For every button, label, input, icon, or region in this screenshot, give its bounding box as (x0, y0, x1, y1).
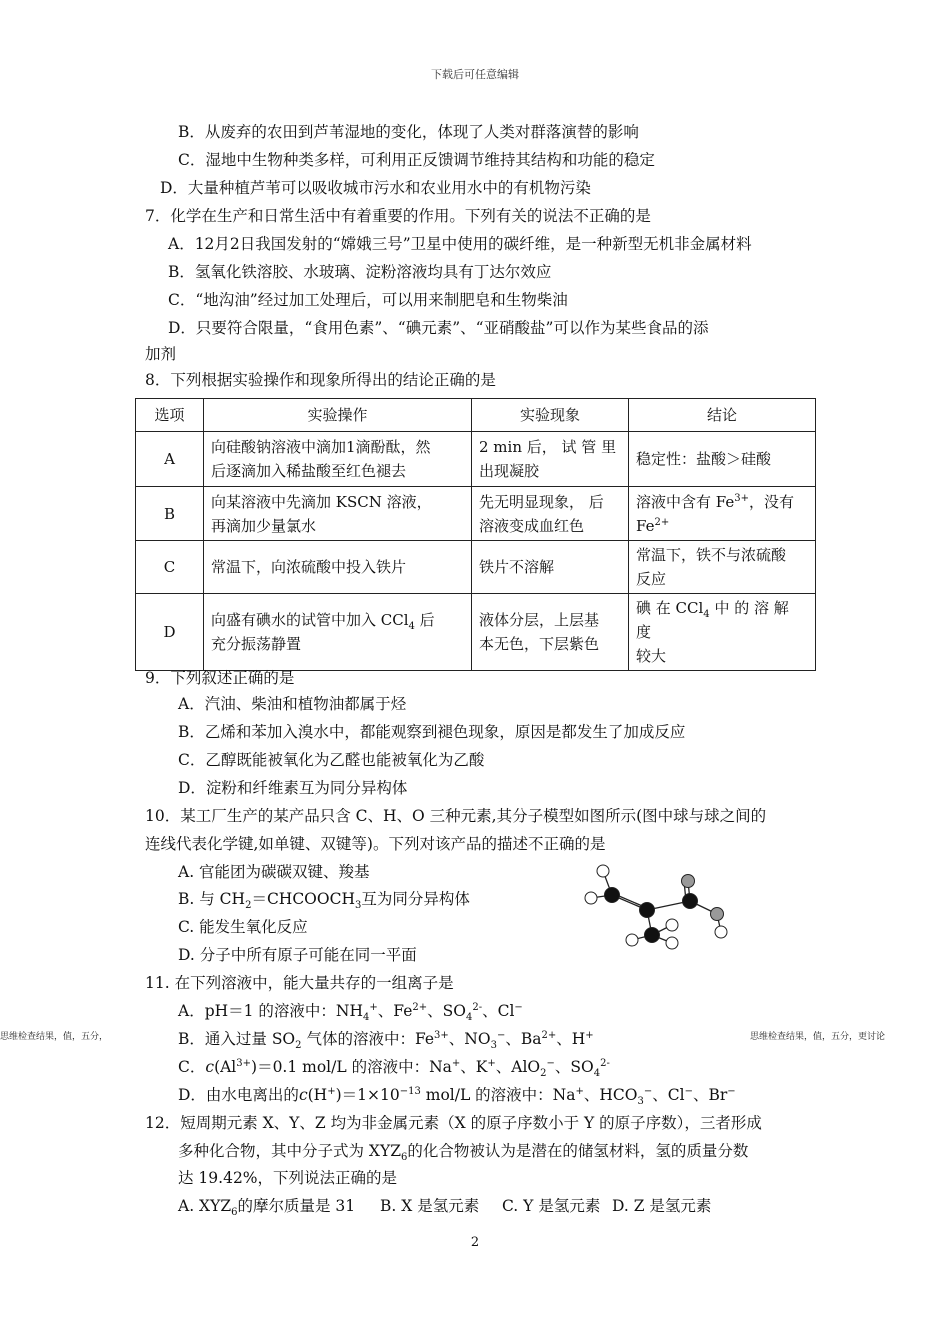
op-line2: 后逐滴加入稀盐酸至红色褪去 (211, 462, 407, 480)
sup: + (585, 1029, 594, 1041)
sub: 3 (354, 900, 362, 912)
header-option: 选项 (136, 399, 204, 432)
page-header: 下载后可任意编辑 (431, 68, 519, 81)
q6-option-b: B．从废弃的农田到芦苇湿地的变化，体现了人类对群落演替的影响 (178, 123, 639, 141)
conclusion-cell: 稳定性：盐酸＞硅酸 (629, 432, 816, 487)
sup: −13 (399, 1085, 421, 1097)
row-label: B (136, 487, 204, 541)
con-sup2: 2+ (654, 516, 670, 528)
t: 、SO (554, 1058, 594, 1076)
t: mol/L 的溶液中：Na (420, 1086, 576, 1104)
sup: − (643, 1085, 653, 1097)
row-label: D (136, 594, 204, 671)
q12-option-d: D. Z 是氢元素 (612, 1197, 712, 1215)
ph-line1: 液体分层，上层基 (479, 611, 600, 629)
sup: 3+ (434, 1029, 449, 1041)
molecule-model-icon (588, 862, 738, 952)
t: B．通入过量 SO (178, 1030, 296, 1048)
phenomenon-cell (472, 432, 629, 487)
q11-option-a (178, 1001, 523, 1024)
ph-line2: 本无色，下层紫色 (479, 635, 600, 653)
table-row (136, 432, 816, 487)
t: 的摩尔质量是 31 (237, 1197, 356, 1215)
operation-cell (204, 487, 472, 541)
sup: + (327, 1085, 336, 1097)
t: 多种化合物，其中分子式为 XYZ (178, 1142, 401, 1160)
conclusion-cell (629, 541, 816, 594)
sup: − (727, 1085, 736, 1097)
op-text: 向盛有碘水的试管中加入 CCl (211, 611, 409, 629)
q10-option-a: A. 官能团为碳碳双键、羧基 (178, 863, 370, 881)
t: A．pH＝1 的溶液中：NH (178, 1002, 364, 1020)
t: 、H (556, 1030, 586, 1048)
sup: + (369, 1001, 378, 1013)
header-operation: 实验操作 (204, 399, 472, 432)
italic-c: c (205, 1058, 215, 1076)
sup: 2- (600, 1057, 610, 1069)
t: 、Cl (482, 1002, 515, 1020)
q10-option-c: C. 能发生氧化反应 (178, 918, 308, 936)
q6-option-d: D．大量种植芦苇可以吸收城市污水和农业用水中的有机物污染 (160, 179, 591, 197)
t: 气体的溶液中：Fe (301, 1030, 435, 1048)
q7-stem: 7．化学在生产和日常生活中有着重要的作用。下列有关的说法不正确的是 (145, 207, 651, 225)
q7-option-c: C．“地沟油”经过加工处理后，可以用来制肥皂和生物柴油 (168, 291, 568, 309)
q10-stem-line1: 10．某工厂生产的某产品只含 C、H、O 三种元素,其分子模型如图所示(图中球与球之间的 (145, 807, 767, 825)
q9-option-c: C．乙醇既能被氧化为乙醛也能被氧化为乙酸 (178, 751, 485, 769)
q12-option-b: B. X 是氢元素 (380, 1197, 480, 1215)
t: (H (307, 1086, 328, 1104)
operation-cell (204, 432, 472, 487)
q7-option-d-line1: D．只要符合限量，“食用色素”、“碘元素”、“亚硝酸盐”可以作为某些食品的添 (168, 319, 709, 337)
op-line2: 再滴加少量氯水 (211, 516, 317, 535)
sup: + (575, 1085, 584, 1097)
text: ＝CHCOOCH (251, 890, 355, 908)
op-line1: 向硅酸钠溶液中滴加1滴酚酞，然 (211, 438, 431, 456)
op-line2: 充分振荡静置 (211, 635, 302, 653)
con-text: 溶液中含有 Fe (636, 492, 735, 511)
sub: 2 (245, 900, 252, 912)
edge-artifact-left: 思维检查结果，值，五分， (0, 1032, 109, 1042)
ph-line2: 出现凝胶 (479, 462, 540, 480)
t: 、NO (448, 1030, 491, 1048)
op-text-b: 后 (414, 611, 435, 629)
table-row (136, 594, 816, 671)
q7-option-d-line2: 加剂 (145, 345, 177, 363)
q9-option-b: B．乙烯和苯加入溴水中，都能观察到褪色现象，原因是都发生了加成反应 (178, 723, 686, 741)
q11-option-d (178, 1085, 736, 1108)
sup: 2+ (412, 1001, 428, 1013)
op-line1: 向某溶液中先滴加 KSCN 溶液， (211, 492, 432, 511)
ph-line1: 先无明显现象， 后 (479, 492, 604, 511)
t: 的化合物被认为是潜在的储氢材料，氢的质量分数 (407, 1142, 749, 1160)
sub: 6 (400, 1152, 408, 1164)
q9-stem: 9．下列叙述正确的是 (145, 669, 295, 687)
con-text2: Fe (636, 516, 655, 535)
con-sup: 3+ (734, 492, 749, 504)
edge-artifact-right: 思维检查结果，值，五分，更讨论 (750, 1032, 886, 1042)
q7-option-a: A．12月2日我国发射的“嫦娥三号”卫星中使用的碳纤维，是一种新型无机非金属材料 (168, 235, 752, 253)
t: 、Ba (505, 1030, 542, 1048)
t: )＝1×10 (335, 1086, 400, 1104)
sup: − (514, 1001, 523, 1013)
t: A. XYZ (178, 1197, 232, 1215)
phenomenon-cell (472, 594, 629, 671)
q10-option-d: D. 分子中所有原子可能在同一平面 (178, 946, 417, 964)
q12-stem-line3: 达 19.42%，下列说法正确的是 (178, 1169, 398, 1187)
sup: 3+ (236, 1057, 252, 1069)
sub: 4 (593, 1068, 601, 1080)
t: D．由水电离出的 (178, 1086, 299, 1104)
q11-option-c (178, 1057, 610, 1080)
sup: − (546, 1057, 555, 1069)
header-phenomenon: 实验现象 (472, 399, 629, 432)
t: (Al (214, 1058, 237, 1076)
q7-option-b: B．氢氧化铁溶胶、水玻璃、淀粉溶液均具有丁达尔效应 (168, 263, 552, 281)
q12-stem-line1: 12．短周期元素 X、Y、Z 均为非金属元素（X 的原子序数小于 Y 的原子序数），三者形成 (145, 1114, 762, 1132)
t: 、Fe (377, 1002, 413, 1020)
ph-line2: 溶液变成血红色 (479, 516, 585, 535)
conclusion-cell (629, 487, 816, 541)
con-sub: 4 (703, 609, 710, 620)
q12-option-c: C. Y 是氢元素 (502, 1197, 601, 1215)
t: 、AlO (495, 1058, 541, 1076)
header-conclusion: 结论 (629, 399, 816, 432)
t: C． (178, 1058, 206, 1076)
t: 、K (460, 1058, 488, 1076)
q6-option-c: C．湿地中生物种类多样，可利用正反馈调节维持其结构和功能的稳定 (178, 151, 655, 169)
sub: 3 (490, 1040, 497, 1052)
sub: 2 (295, 1040, 302, 1052)
italic-c: c (298, 1086, 308, 1104)
operation-cell: 常温下，向浓硫酸中投入铁片 (204, 541, 472, 594)
operation-cell (204, 594, 472, 671)
table-row (136, 541, 816, 594)
sup: 2+ (541, 1029, 557, 1041)
row-label: C (136, 541, 204, 594)
sub: 6 (231, 1207, 238, 1219)
sup: + (451, 1057, 461, 1069)
text: B. 与 CH (178, 890, 246, 908)
q10-stem-line2: 连线代表化学键,如单键、双键等)。下列对该产品的描述不正确的是 (145, 835, 606, 853)
t: 、Br (692, 1086, 728, 1104)
q8-table (135, 398, 816, 671)
con-line2: 较大 (636, 647, 667, 665)
sub: 4 (465, 1012, 473, 1024)
sup: 2- (472, 1001, 483, 1013)
sup: − (684, 1085, 693, 1097)
t: 、Cl (652, 1086, 685, 1104)
con-line2: 反应 (636, 570, 667, 588)
q11-stem: 11. 在下列溶液中，能大量共存的一组离子是 (145, 974, 454, 992)
q12-option-a (178, 1196, 356, 1219)
con-line1: 常温下，铁不与浓硫酸 (636, 546, 787, 564)
op-sub: 4 (408, 621, 415, 632)
t: 、SO (427, 1002, 466, 1020)
q11-option-b (178, 1029, 594, 1052)
sub: 4 (363, 1012, 370, 1024)
sup: + (487, 1057, 496, 1069)
table-header-row (136, 399, 816, 432)
q9-option-a: A．汽油、柴油和植物油都属于烃 (178, 695, 407, 713)
sub: 2 (540, 1068, 547, 1080)
con-text-b: 中 的 溶 解 度 (636, 599, 789, 641)
t: )＝0.1 mol/L 的溶液中：Na (251, 1058, 452, 1076)
row-label: A (136, 432, 204, 487)
phenomenon-cell (472, 487, 629, 541)
page-number: 2 (470, 1235, 480, 1250)
q10-option-b (178, 889, 470, 912)
q12-stem-line2 (178, 1141, 749, 1164)
sub: 3 (637, 1096, 644, 1108)
text: 互为同分异构体 (361, 890, 470, 908)
phenomenon-cell: 铁片不溶解 (472, 541, 629, 594)
q8-stem: 8．下列根据实验操作和现象所得出的结论正确的是 (145, 371, 496, 389)
t: 、HCO (583, 1086, 638, 1104)
ph-line1: 2 min 后， 试 管 里 (479, 438, 617, 456)
table-row (136, 487, 816, 541)
q9-option-d: D．淀粉和纤维素互为同分异构体 (178, 779, 408, 797)
con-text-b: ，没有 (748, 492, 794, 511)
conclusion-cell (629, 594, 816, 671)
sup: − (496, 1029, 506, 1041)
con-text: 碘 在 CCl (636, 599, 704, 617)
